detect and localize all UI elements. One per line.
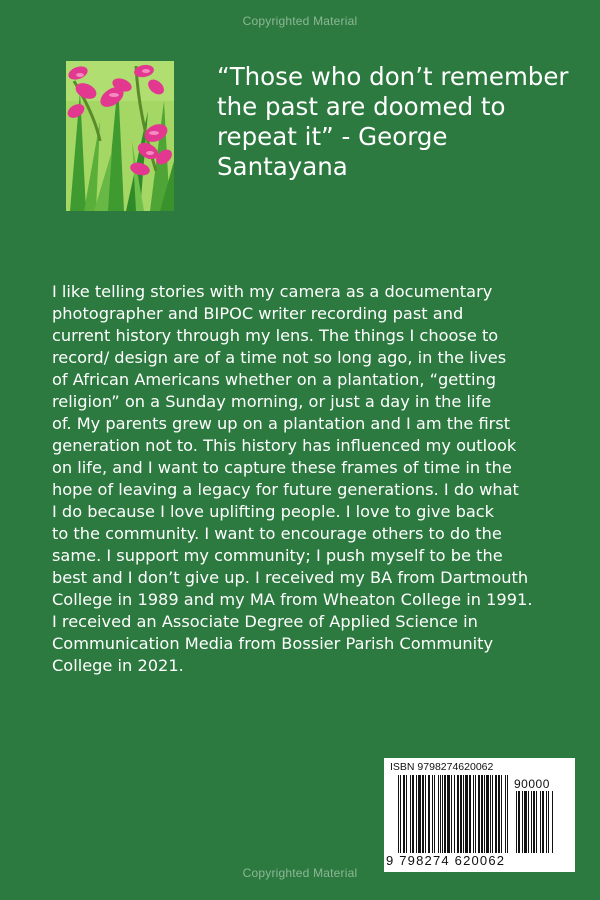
barcode-addon-bars — [516, 791, 568, 853]
barcode-main-bars — [398, 775, 510, 853]
bio-line: photographer and BIPOC writer recording past and — [52, 304, 464, 323]
bio-line: record/ design are of a time not so long ago, in the lives — [52, 348, 507, 367]
bio-line: current history through my lens. The things I choose to — [52, 326, 499, 345]
bio-line: hope of leaving a legacy for future generations. I do what — [52, 480, 519, 499]
copyright-watermark-top: Copyrighted Material — [242, 14, 358, 28]
bio-line: I like telling stories with my camera as a documentary — [52, 282, 493, 301]
bio-line: Communication Media from Bossier Parish Community — [52, 634, 494, 653]
barcode-addon-number: 90000 — [514, 777, 550, 791]
bio-line: College in 2021. — [52, 656, 184, 675]
bio-line: College in 1989 and my MA from Wheaton College in 1991. — [52, 590, 533, 609]
bio-line: to the community. I want to encourage others to do the — [52, 524, 502, 543]
bio-line: religion” on a Sunday morning, or just a day in the life — [52, 392, 492, 411]
bio-line: I do because I love uplifting people. I love to give back — [52, 502, 495, 521]
isbn-label: ISBN 9798274620062 — [390, 761, 494, 773]
bio-line: of African Americans whether on a plantation, “getting — [52, 370, 496, 389]
bio-line: best and I don’t give up. I received my BA from Dartmouth — [52, 568, 529, 587]
bio-line: same. I support my community; I push myself to be the — [52, 546, 503, 565]
bio-line: on life, and I want to capture these frames of time in the — [52, 458, 512, 477]
bio-line: generation not to. This history has influenced my outlook — [52, 436, 517, 455]
flower-photo — [66, 61, 174, 211]
isbn-barcode — [384, 758, 575, 872]
bio-line: of. My parents grew up on a plantation and I am the first — [52, 414, 511, 433]
ean-digits: 9 798274 620062 — [386, 853, 506, 868]
author-bio — [52, 281, 552, 677]
quote-text: “Those who don’t remember the past are doomed to repeat it” - George Santayana — [217, 62, 569, 181]
copyright-watermark-bottom: Copyrighted Material — [242, 866, 358, 880]
bio-line: I received an Associate Degree of Applied Science in — [52, 612, 478, 631]
